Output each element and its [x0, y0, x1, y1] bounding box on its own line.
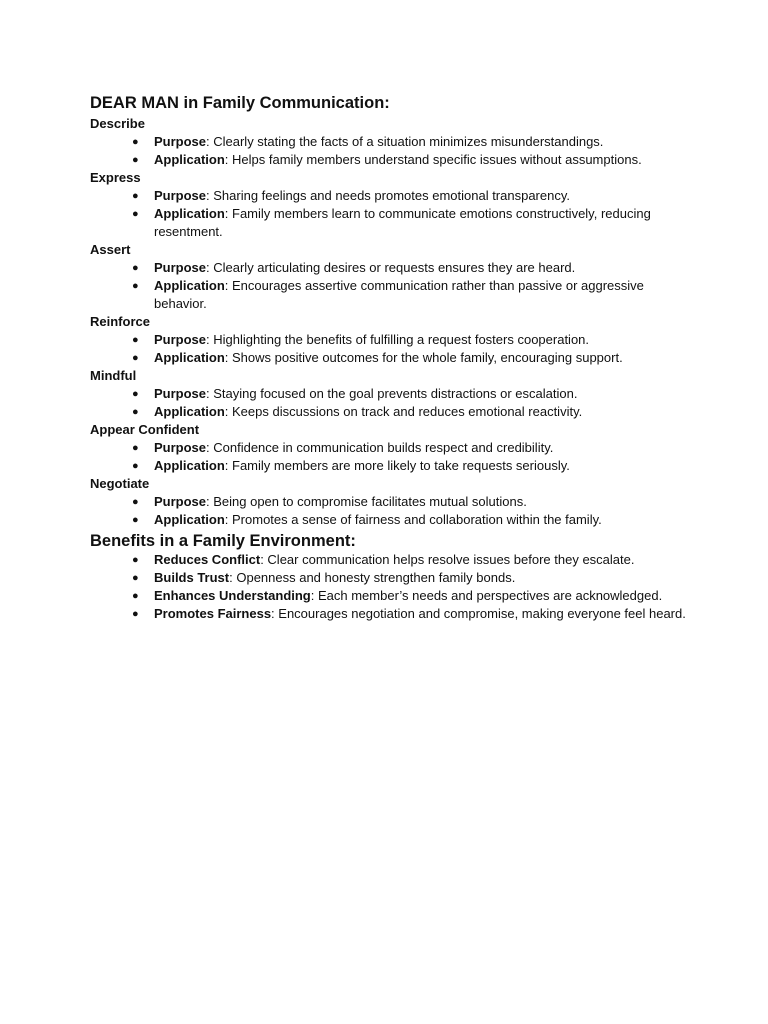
bullet-list	[90, 439, 698, 475]
item-label: Purpose	[154, 260, 207, 275]
item-label: Reduces Conflict	[154, 552, 261, 567]
benefits-heading: Benefits in a Family Environment:	[90, 532, 356, 550]
item-label: Application	[154, 458, 225, 473]
item-text: : Promotes a sense of fairness and collaboration within the family.	[224, 512, 602, 527]
item-text: : Shows positive outcomes for the whole family, encouraging support.	[224, 350, 623, 365]
section-reinforce	[90, 313, 698, 367]
item-text: : Clearly articulating desires or requests ensures they are heard.	[206, 260, 576, 275]
list-item	[90, 439, 690, 457]
section-title: Mindful	[90, 368, 137, 383]
benefits-list	[90, 551, 698, 623]
item-label: Purpose	[154, 386, 207, 401]
section-title: Appear Confident	[90, 422, 200, 437]
item-label: Application	[154, 404, 225, 419]
item-text: : Family members are more likely to take requests seriously.	[224, 458, 570, 473]
item-label: Purpose	[154, 440, 207, 455]
section-title: Reinforce	[90, 314, 150, 329]
item-label: Purpose	[154, 494, 207, 509]
section-mindful	[90, 367, 698, 421]
list-item	[90, 187, 690, 205]
item-label: Purpose	[154, 188, 207, 203]
item-text: : Confidence in communication builds respect and credibility.	[206, 440, 554, 455]
list-item	[90, 511, 690, 529]
item-text: : Helps family members understand specific issues without assumptions.	[224, 152, 642, 167]
list-item	[90, 569, 690, 587]
item-label: Application	[154, 512, 225, 527]
list-item	[90, 277, 690, 313]
item-label: Purpose	[154, 332, 207, 347]
list-item	[90, 151, 690, 169]
item-label: Application	[154, 350, 225, 365]
item-label: Promotes Fairness	[154, 606, 272, 621]
bullet-list	[90, 133, 698, 169]
bullet-icon: ●	[132, 608, 139, 620]
item-text: : Being open to compromise facilitates mutual solutions.	[206, 494, 527, 509]
bullet-icon: ●	[132, 554, 139, 566]
section-negotiate	[90, 475, 698, 529]
list-item	[90, 457, 690, 475]
bullet-list	[90, 385, 698, 421]
item-label: Application	[154, 278, 225, 293]
bullet-list	[90, 259, 698, 313]
item-text: : Openness and honesty strengthen family bonds.	[229, 570, 516, 585]
bullet-icon: ●	[132, 514, 139, 526]
section-title: Negotiate	[90, 476, 150, 491]
item-text: : Highlighting the benefits of fulfilling a request fosters cooperation.	[206, 332, 590, 347]
section-express	[90, 169, 698, 241]
bullet-icon: ●	[132, 460, 139, 472]
bullet-icon: ●	[132, 136, 139, 148]
item-text: : Staying focused on the goal prevents distractions or escalation.	[206, 386, 578, 401]
item-label: Enhances Understanding	[154, 588, 311, 603]
list-item	[90, 331, 690, 349]
list-item	[90, 259, 690, 277]
list-item	[90, 385, 690, 403]
item-text: : Encourages assertive communication rather than passive or aggressive behavior.	[154, 278, 644, 311]
item-text: : Family members learn to communicate emotions constructively, reducing resentment.	[154, 206, 651, 239]
item-label: Builds Trust	[154, 570, 230, 585]
item-text: : Keeps discussions on track and reduces emotional reactivity.	[224, 404, 583, 419]
list-item	[90, 605, 690, 623]
bullet-icon: ●	[132, 262, 139, 274]
bullet-icon: ●	[132, 208, 139, 220]
bullet-icon: ●	[132, 572, 139, 584]
section-appear-confident	[90, 421, 698, 475]
bullet-icon: ●	[132, 442, 139, 454]
bullet-icon: ●	[132, 388, 139, 400]
item-text: : Clear communication helps resolve issues before they escalate.	[260, 552, 635, 567]
bullet-icon: ●	[132, 590, 139, 602]
item-label: Application	[154, 206, 225, 221]
item-text: : Clearly stating the facts of a situation minimizes misunderstandings.	[206, 134, 604, 149]
section-title: Assert	[90, 242, 131, 257]
bullet-icon: ●	[132, 496, 139, 508]
list-item	[90, 403, 690, 421]
bullet-list	[90, 493, 698, 529]
item-text: : Encourages negotiation and compromise, making everyone feel heard.	[271, 606, 686, 621]
bullet-icon: ●	[132, 154, 139, 166]
section-assert	[90, 241, 698, 313]
bullet-list	[90, 331, 698, 367]
bullet-icon: ●	[132, 334, 139, 346]
item-label: Application	[154, 152, 225, 167]
list-item	[90, 587, 690, 605]
document-title: DEAR MAN in Family Communication:	[90, 94, 390, 112]
bullet-icon: ●	[132, 190, 139, 202]
item-label: Purpose	[154, 134, 207, 149]
list-item	[90, 493, 690, 511]
bullet-icon: ●	[132, 352, 139, 364]
item-text: : Each member’s needs and perspectives are acknowledged.	[310, 588, 663, 603]
section-describe	[90, 115, 698, 169]
bullet-icon: ●	[132, 406, 139, 418]
section-title: Express	[90, 170, 141, 185]
list-item	[90, 349, 690, 367]
list-item	[90, 133, 690, 151]
bullet-icon: ●	[132, 280, 139, 292]
section-title: Describe	[90, 116, 145, 131]
item-text: : Sharing feelings and needs promotes emotional transparency.	[206, 188, 570, 203]
bullet-list	[90, 187, 698, 241]
list-item	[90, 551, 690, 569]
list-item	[90, 205, 690, 241]
